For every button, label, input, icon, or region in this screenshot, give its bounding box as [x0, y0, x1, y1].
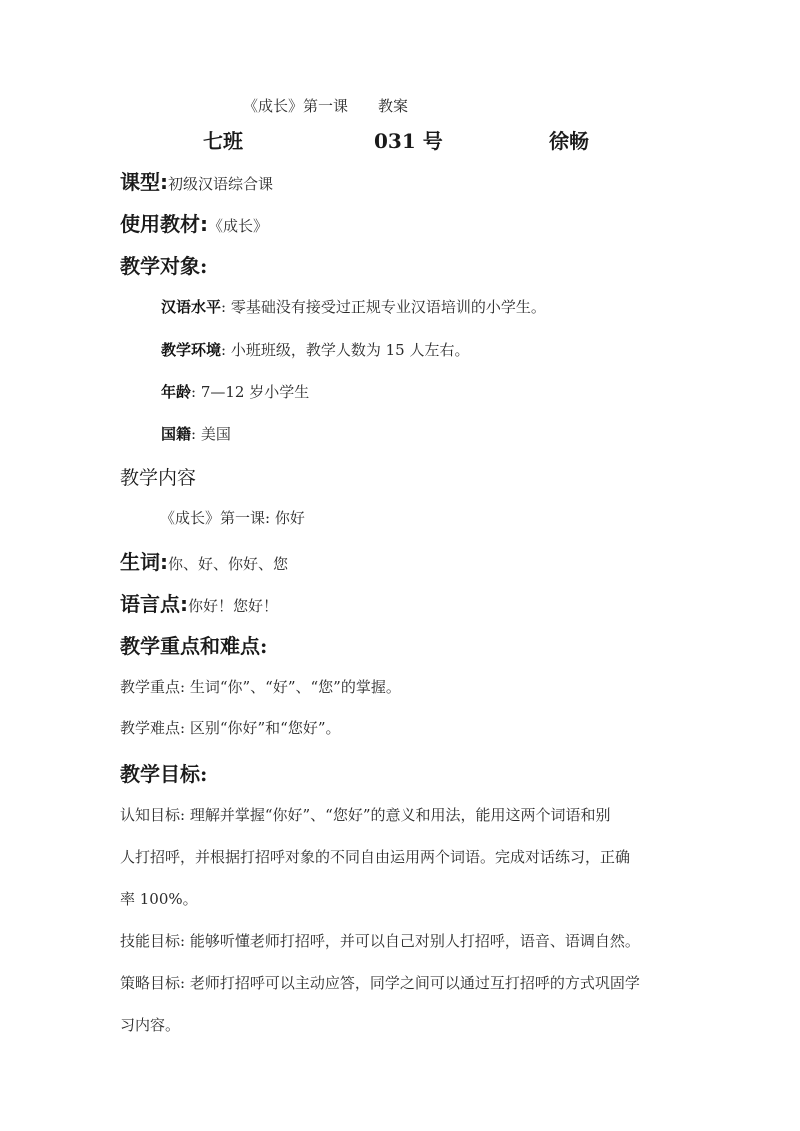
target-env-row: [161, 339, 469, 361]
document-title: 《成长》第一课 教案: [243, 97, 409, 115]
target-nation-row: [161, 423, 231, 445]
course-type-label: 课型:: [120, 170, 168, 194]
target-level-label: 汉语水平: [161, 298, 222, 316]
goal-cognitive-line-1: 认知目标: 理解并掌握“你好”、“您好”的意义和用法，能用这两个词语和别: [120, 806, 611, 824]
author-class: 七班: [203, 129, 243, 153]
vocab-row: [120, 548, 288, 576]
course-type-row: [120, 168, 273, 196]
goal-cognitive-line-2: 人打招呼，并根据打招呼对象的不同自由运用两个词语。完成对话练习，正确: [120, 848, 631, 866]
textbook-value: 《成长》: [208, 217, 269, 235]
textbook-row: [120, 210, 268, 238]
vocab-label: 生词:: [120, 550, 168, 574]
goal-cognitive-line-3: 率 100%。: [120, 890, 198, 908]
language-point-label: 语言点:: [120, 592, 188, 616]
key-heading: 教学重点和难点:: [120, 634, 268, 658]
content-text: 《成长》第一课: 你好: [160, 509, 305, 527]
target-nation-label: 国籍: [161, 425, 192, 443]
vocab-value: 你、好、你好、您: [168, 555, 289, 573]
author-name: 徐畅: [549, 129, 589, 153]
goal-strategy-line-1: 策略目标: 老师打招呼可以主动应答，同学之间可以通过互打招呼的方式巩固学: [120, 974, 640, 992]
key-point: 教学重点: 生词“你”、“好”、“您”的掌握。: [120, 678, 401, 696]
target-level-value: : 零基础没有接受过正规专业汉语培训的小学生。: [221, 298, 546, 316]
target-env-value: : 小班班级，教学人数为 15 人左右。: [221, 341, 470, 359]
content-heading: 教学内容: [120, 467, 197, 489]
goal-skill: 技能目标: 能够听懂老师打招呼，并可以自己对别人打招呼，语音、语调自然。: [120, 932, 640, 950]
course-type-value: 初级汉语综合课: [168, 175, 274, 193]
target-age-row: [161, 381, 309, 403]
target-age-label: 年龄: [161, 383, 192, 401]
goal-strategy-line-2: 习内容。: [120, 1016, 181, 1034]
target-level-row: [161, 296, 546, 318]
target-heading: 教学对象:: [120, 254, 208, 278]
language-point-value: 你好！您好！: [188, 597, 279, 615]
difficult-point: 教学难点: 区别“你好”和“您好”。: [120, 719, 341, 737]
target-env-label: 教学环境: [161, 341, 222, 359]
target-age-value: : 7—12 岁小学生: [191, 383, 310, 401]
goals-heading: 教学目标:: [120, 762, 208, 786]
author-number: 031 号: [374, 129, 443, 153]
textbook-label: 使用教材:: [120, 212, 208, 236]
target-nation-value: : 美国: [191, 425, 231, 443]
language-point-row: [120, 590, 278, 618]
